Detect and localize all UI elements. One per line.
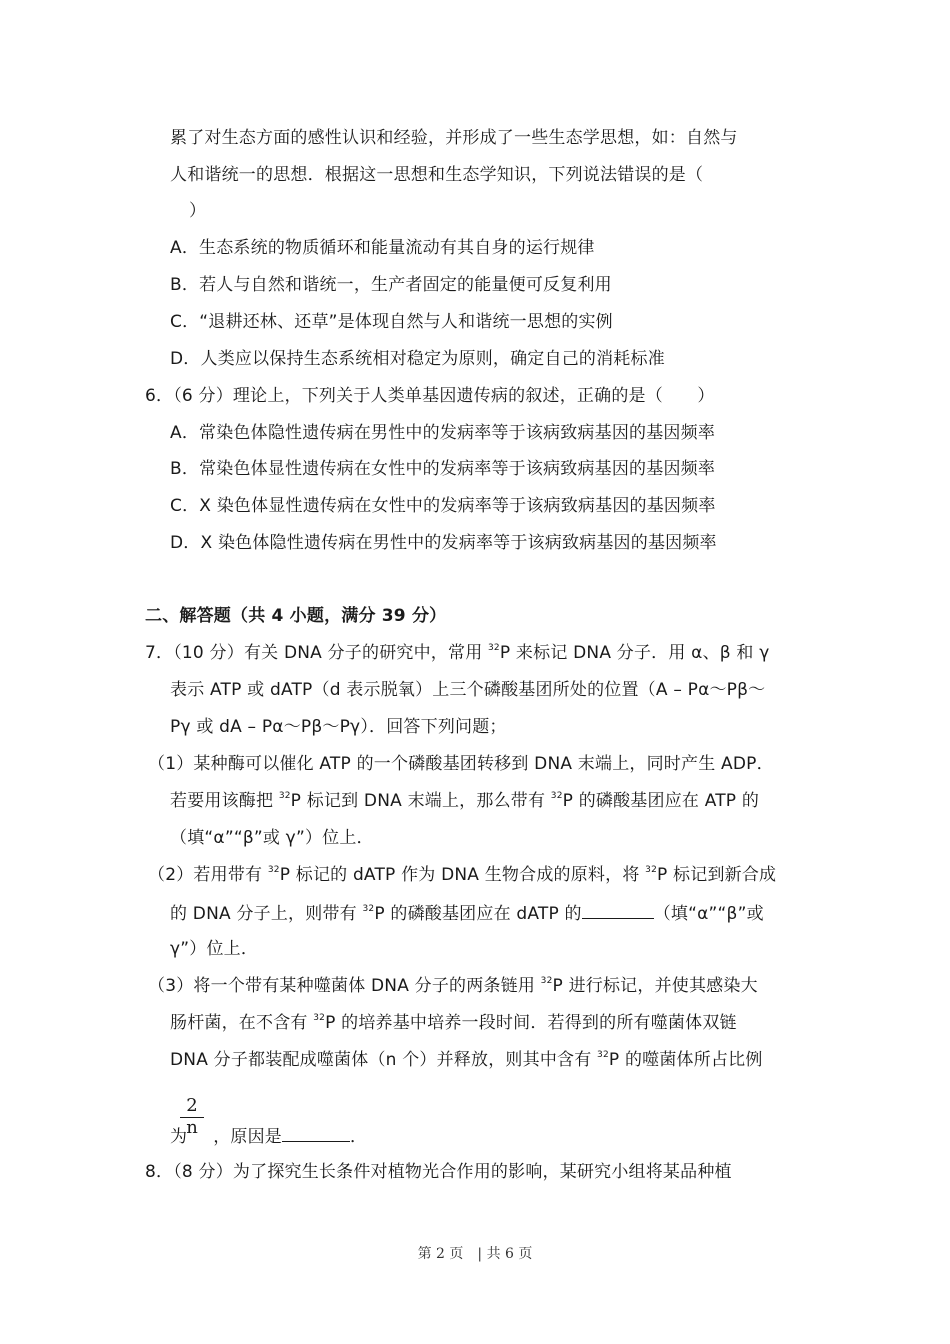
superscript-32: 32 xyxy=(540,976,553,987)
text-run: P 进行标记，并使其感染大 xyxy=(552,976,758,996)
text-run: 肠杆菌，在不含有 xyxy=(170,1013,314,1033)
q7-part3-line-2 xyxy=(170,1011,737,1035)
text-run: P 的噬菌体所占比例 xyxy=(608,1050,763,1070)
superscript-32: 32 xyxy=(550,791,563,802)
superscript-32: 32 xyxy=(488,643,500,654)
page-footer: 第 2 页 | 共 6 页 xyxy=(417,1246,533,1262)
text-run: P 的培养基中培养一段时间．若得到的所有噬菌体双链 xyxy=(325,1013,737,1033)
text-run: 的 DNA 分子上，则带有 xyxy=(170,904,363,924)
q7-part3-line-1 xyxy=(148,974,758,998)
fraction-denominator: n xyxy=(186,1117,198,1138)
q7-part3-line-4 xyxy=(170,1123,367,1149)
answer-blank[interactable] xyxy=(582,900,654,919)
text-run: P 来标记 DNA 分子．用 α、β 和 γ xyxy=(499,643,770,663)
text-run: DNA 分子都装配成噬菌体（n 个）并释放，则其中含有 xyxy=(170,1050,598,1070)
section-heading: 二、解答题（共 4 小题，满分 39 分） xyxy=(145,606,447,626)
q6-option-c: C．X 染色体显性遗传病在女性中的发病率等于该病致病基因的基因频率 xyxy=(170,496,716,516)
superscript-32: 32 xyxy=(278,791,291,802)
q5-stem-line-1: 累了对生态方面的感性认识和经验，并形成了一些生态学思想，如：自然与 xyxy=(170,128,738,148)
q6-option-b: B．常染色体显性遗传病在女性中的发病率等于该病致病基因的基因频率 xyxy=(170,459,716,479)
q8-stem-line-1: 8．（8 分）为了探究生长条件对植物光合作用的影响，某研究小组将某品种植 xyxy=(145,1162,732,1182)
text-run: 若要用该酶把 xyxy=(170,791,279,811)
text-run: （3）将一个带有某种噬菌体 DNA 分子的两条链用 xyxy=(148,976,541,996)
q7-part1-line-3: （填“α”“β”或 γ”）位上． xyxy=(170,828,374,848)
q5-stem-line-3: ） xyxy=(189,201,207,221)
q5-stem-line-2: 人和谐统一的思想．根据这一思想和生态学知识，下列说法错误的是（ xyxy=(170,165,704,185)
answer-blank[interactable] xyxy=(282,1123,350,1142)
text-run: P 标记到 DNA 末端上，那么带有 xyxy=(290,791,551,811)
text-run: （填“α”“β”或 xyxy=(653,904,764,924)
q7-stem-line-1 xyxy=(145,641,770,665)
superscript-32: 32 xyxy=(362,904,375,915)
fraction-numerator: 2 xyxy=(180,1096,204,1118)
text-run: 7．（10 分）有关 DNA 分子的研究中，常用 xyxy=(145,643,488,663)
q5-option-a: A．生态系统的物质循环和能量流动有其自身的运行规律 xyxy=(170,238,595,258)
text-run: P 的磷酸基团应在 ATP 的 xyxy=(562,791,760,811)
q7-part2-line-2 xyxy=(170,900,764,926)
superscript-32: 32 xyxy=(313,1013,326,1024)
q7-part2-line-1 xyxy=(148,863,776,887)
text-run: P 标记的 dATP 作为 DNA 生物合成的原料，将 xyxy=(279,865,646,885)
superscript-32: 32 xyxy=(267,865,280,876)
q7-stem-line-3: Pγ 或 dA – Pα～Pβ～Pγ）．回答下列问题； xyxy=(170,717,507,737)
q7-part2-line-3: γ”）位上． xyxy=(170,939,259,959)
q5-option-d: D．人类应以保持生态系统相对稳定为原则，确定自己的消耗标准 xyxy=(170,349,665,369)
q5-option-b: B．若人与自然和谐统一，生产者固定的能量便可反复利用 xyxy=(170,275,612,295)
q5-option-c: C．“退耕还林、还草”是体现自然与人和谐统一思想的实例 xyxy=(170,312,613,332)
text-run: ． xyxy=(350,1127,368,1147)
q6-option-d: D．X 染色体隐性遗传病在男性中的发病率等于该病致病基因的基因频率 xyxy=(170,533,717,553)
superscript-32: 32 xyxy=(645,865,657,876)
q7-stem-line-2: 表示 ATP 或 dATP（d 表示脱氧）上三个磷酸基团所处的位置（A – Pα～Pβ～ xyxy=(170,680,766,700)
q7-part1-line-1: （1）某种酶可以催化 ATP 的一个磷酸基团转移到 DNA 末端上，同时产生 ADP． xyxy=(148,754,774,774)
superscript-32: 32 xyxy=(597,1050,609,1061)
text-run: P 的磷酸基团应在 dATP 的 xyxy=(374,904,582,924)
text-run: 为 xyxy=(170,1127,188,1147)
q6-option-a: A．常染色体隐性遗传病在男性中的发病率等于该病致病基因的基因频率 xyxy=(170,423,716,443)
q6-stem: 6．（6 分）理论上，下列关于人类单基因遗传病的叙述，正确的是（ ） xyxy=(145,386,715,406)
text-run: ，原因是 xyxy=(213,1127,283,1147)
q7-part3-line-3 xyxy=(170,1048,763,1072)
text-run: （2）若用带有 xyxy=(148,865,268,885)
text-run: P 标记到新合成 xyxy=(657,865,777,885)
q7-part1-line-2 xyxy=(170,789,759,813)
